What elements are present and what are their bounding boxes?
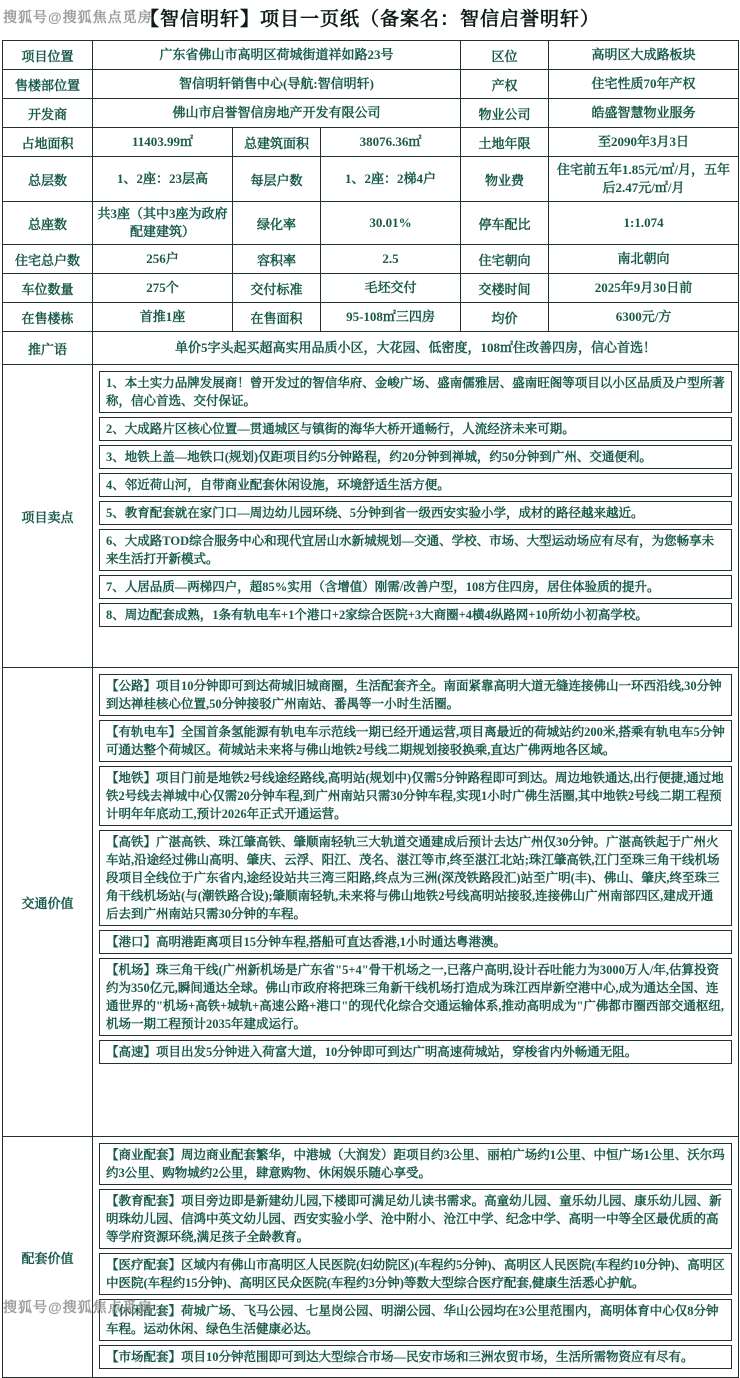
amenities-content bbox=[93, 1137, 739, 1378]
value-on-sale-building: 首推1座 bbox=[93, 303, 233, 332]
value-plot-ratio: 2.5 bbox=[321, 245, 461, 274]
selling-point-item: 3、地铁上盖—地铁口(规划)仅距项目约5分钟路程，约20分钟到禅城，约50分钟到广州、交通便利。 bbox=[99, 445, 732, 469]
value-delivery-standard: 毛坯交付 bbox=[321, 274, 461, 303]
transport-item-metro: 【地铁】项目门前是地铁2号线途经路线,高明站(规划中)仅需5分钟路程即可到达。周边地铁通达,出行便捷,通过地铁2号线去禅城中心仅需20分钟车程,到广州南站只需30分钟车程,实现1小时广佛生活圈,其中地铁2号线二期工程预计明年年底动工,预计2026年正式开通运营。 bbox=[99, 766, 732, 826]
label-greening-rate: 绿化率 bbox=[233, 202, 321, 245]
row-project-location bbox=[3, 41, 739, 70]
selling-point-item: 8、周边配套成熟，1条有轨电车+1个港口+2家综合医院+3大商圈+4横4纵路网+10所幼小初高学校。 bbox=[99, 603, 732, 627]
value-gfa: 38076.36㎡ bbox=[321, 128, 461, 157]
page-title: 【智信明轩】项目一页纸（备案名：智信启誉明轩） bbox=[139, 9, 600, 30]
label-units-per-floor: 每层户数 bbox=[233, 157, 321, 202]
row-sales-office bbox=[3, 70, 739, 99]
label-parking-ratio: 停车配比 bbox=[461, 202, 549, 245]
label-parking-count: 车位数量 bbox=[3, 274, 93, 303]
label-sales-office: 售楼部位置 bbox=[3, 70, 93, 99]
selling-point-item: 2、大成路片区核心位置—贯通城区与镇街的海华大桥开通畅行，人流经济未来可期。 bbox=[99, 417, 732, 441]
transport-item-highspeed-rail: 【高铁】广湛高铁、珠江肇高铁、肇顺南轻轨三大轨道交通建成后预计去达广州仅30分钟。广湛高铁起于广州火车站,沿途经过佛山高明、肇庆、云浮、阳江、茂名、湛江等市,终至湛江北站;珠江肇高铁,江门至珠三角干线机场段项目全线位于广东省内,途经设站共三湾三阳路,终点为三洲(深茂铁路段汇)站至广明(丰)、佛山、肇庆,终至珠三角干线机场站(与(潮铁路合设);肇顺南轻轨,未来将与佛山地铁2号线高明站接驳,连接佛山广州南部四区,建成开通后去到广州南站只需30分钟的车程。 bbox=[99, 830, 732, 926]
label-property-right: 产权 bbox=[461, 70, 549, 99]
section-label-selling-points: 项目卖点 bbox=[3, 365, 93, 668]
row-total-households bbox=[3, 245, 739, 274]
value-property-fee: 住宅前五年1.85元/㎡/月，五年后2.47元/㎡/月 bbox=[549, 157, 739, 202]
selling-point-item: 4、邻近荷山河，自带商业配套休闲设施，环境舒适生活方便。 bbox=[99, 473, 732, 497]
label-total-blocks: 总座数 bbox=[3, 202, 93, 245]
label-project-location: 项目位置 bbox=[3, 41, 93, 70]
value-total-floors: 1、2座：23层高 bbox=[93, 157, 233, 202]
transport-item-highway: 【公路】项目10分钟即可到达荷城旧城商圈，生活配套齐全。南面紧靠高明大道无缝连接佛山一环西沿线,30分钟到达禅桂核心位置,50分钟接驳广州南站、番禺等一小时生活圈。 bbox=[99, 674, 732, 716]
selling-point-item: 5、教育配套就在家门口—周边幼儿园环绕、5分钟到省一级西安实验小学，成材的路径越来越近。 bbox=[99, 501, 732, 525]
transport-item-tram: 【有轨电车】全国首条氢能源有轨电车示范线一期已经开通运营,项目离最近的荷城站约200米,搭乘有轨电车5分钟可通达整个荷城区。荷城站未来将与佛山地铁2号线二期规划接驳换乘,直达广佛两地各区域。 bbox=[99, 720, 732, 762]
watermark-bottom: 搜狐号@搜狐焦点觅房 bbox=[3, 1299, 153, 1315]
row-total-blocks bbox=[3, 202, 739, 245]
value-land-tenure: 至2090年3月3日 bbox=[549, 128, 739, 157]
value-on-sale-area: 95-108㎡三四房 bbox=[321, 303, 461, 332]
selling-points-content bbox=[93, 365, 739, 668]
row-total-floors bbox=[3, 157, 739, 202]
row-amenity-value bbox=[3, 1137, 739, 1378]
label-gfa: 总建筑面积 bbox=[233, 128, 321, 157]
label-avg-price: 均价 bbox=[461, 303, 549, 332]
selling-point-item: 7、人居品质—两梯四户，超85%实用（含增值）刚需/改善户型，108方住四房，居住体验质的提升。 bbox=[99, 575, 732, 599]
value-total-households: 256户 bbox=[93, 245, 233, 274]
amenity-item-leisure: 【休闲配套】荷城广场、飞马公园、七星岗公园、明湖公园、华山公园均在3公里范围内，高明体育中心仅8分钟车程。运动休闲、绿色生活健康必达。 bbox=[99, 1299, 732, 1341]
label-on-sale-building: 在售楼栋 bbox=[3, 303, 93, 332]
value-total-blocks: 共3座（其中3座为政府配建建筑） bbox=[93, 202, 233, 245]
label-total-floors: 总层数 bbox=[3, 157, 93, 202]
amenity-item-market: 【市场配套】项目10分钟范围即可到达大型综合市场—民安市场和三洲农贸市场，生活所需物资应有尽有。 bbox=[99, 1345, 732, 1369]
amenity-item-education: 【教育配套】项目旁边即是新建幼儿园,下楼即可满足幼儿读书需求。高童幼儿园、童乐幼儿园、康乐幼儿园、新明珠幼儿园、信鸿中英文幼儿园、西安实验小学、沧中附小、沧江中学、纪念中学、高明一中等全区最优质的高等学府资源环绕,满足孩子全龄教育。 bbox=[99, 1189, 732, 1249]
selling-point-item: 1、本土实力品牌发展商！曾开发过的智信华府、金峻广场、盛南儒雅居、盛南旺阁等项目以小区品质及户型所著称，信心首选、交付保证。 bbox=[99, 371, 732, 413]
label-plot-ratio: 容积率 bbox=[233, 245, 321, 274]
value-parking-ratio: 1:1.074 bbox=[549, 202, 739, 245]
value-sales-office: 智信明轩销售中心(导航:智信明轩) bbox=[93, 70, 461, 99]
amenity-item-medical: 【医疗配套】区域内有佛山市高明区人民医院(妇幼院区)(车程约5分钟)、高明区人民医院(车程约10分钟)、高明区中医院(车程约15分钟)、高明区民众医院(车程约3分钟)等数大型综合医疗配套,健康生活悉心护航。 bbox=[99, 1253, 732, 1295]
label-property-company: 物业公司 bbox=[461, 99, 549, 128]
value-developer: 佛山市启誉智信房地产开发有限公司 bbox=[93, 99, 461, 128]
section-label-amenities: 配套价值 bbox=[3, 1137, 93, 1378]
value-project-location: 广东省佛山市高明区荷城街道祥如路23号 bbox=[93, 41, 461, 70]
project-info-table bbox=[2, 40, 739, 1378]
value-parking-count: 275个 bbox=[93, 274, 233, 303]
label-total-households: 住宅总户数 bbox=[3, 245, 93, 274]
label-orientation: 住宅朝向 bbox=[461, 245, 549, 274]
row-slogan bbox=[3, 332, 739, 365]
row-developer bbox=[3, 99, 739, 128]
label-developer: 开发商 bbox=[3, 99, 93, 128]
row-on-sale bbox=[3, 303, 739, 332]
value-greening-rate: 30.01% bbox=[321, 202, 461, 245]
value-district: 高明区大成路板块 bbox=[549, 41, 739, 70]
label-property-fee: 物业费 bbox=[461, 157, 549, 202]
value-property-company: 皓盛智慧物业服务 bbox=[549, 99, 739, 128]
value-property-right: 住宅性质70年产权 bbox=[549, 70, 739, 99]
label-on-sale-area: 在售面积 bbox=[233, 303, 321, 332]
row-parking-count bbox=[3, 274, 739, 303]
label-delivery-date: 交楼时间 bbox=[461, 274, 549, 303]
row-transport-value bbox=[3, 668, 739, 1137]
label-land-tenure: 土地年限 bbox=[461, 128, 549, 157]
watermark-top: 搜狐号@搜狐焦点觅房 bbox=[3, 9, 153, 25]
transport-item-expressway: 【高速】项目出发5分钟进入荷富大道，10分钟即可到达广明高速荷城站，穿梭省内外畅通无阻。 bbox=[99, 1040, 732, 1064]
label-district: 区位 bbox=[461, 41, 549, 70]
row-selling-points bbox=[3, 365, 739, 668]
section-label-transport: 交通价值 bbox=[3, 668, 93, 1137]
transport-content bbox=[93, 668, 739, 1137]
value-delivery-date: 2025年9月30日前 bbox=[549, 274, 739, 303]
transport-item-airport: 【机场】珠三角干线(广州新机场是广东省"5+4"骨干机场之一,已落户高明,设计吞吐能力为3000万人/年,估算投资约为350亿元,瞬间通达全球。佛山市政府将把珠三角新干线机场打造成为珠江西岸新空港中心,成为通达全国、连通世界的"机场+高铁+城轨+高速公路+港口"的现代化综合交通运输体系,推动高明成为"广佛都市圈西部交通枢纽,机场一期工程预计2035年建成运行。 bbox=[99, 958, 732, 1036]
label-slogan: 推广语 bbox=[3, 332, 93, 365]
row-land-area bbox=[3, 128, 739, 157]
value-units-per-floor: 1、2座：2梯4户 bbox=[321, 157, 461, 202]
value-slogan: 单价5字头起买超高实用品质小区，大花园、低密度，108㎡住改善四房，信心首选！ bbox=[93, 332, 739, 365]
label-delivery-standard: 交付标准 bbox=[233, 274, 321, 303]
label-land-area: 占地面积 bbox=[3, 128, 93, 157]
value-land-area: 11403.99㎡ bbox=[93, 128, 233, 157]
value-avg-price: 6300元/方 bbox=[549, 303, 739, 332]
value-orientation: 南北朝向 bbox=[549, 245, 739, 274]
amenity-item-commercial: 【商业配套】周边商业配套繁华，中港城（大润发）距项目约3公里、丽柏广场约1公里、中恒广场1公里、沃尔玛约3公里、购物城约2公里，肆意购物、休闲娱乐随心享受。 bbox=[99, 1143, 732, 1185]
transport-item-port: 【港口】高明港距离项目15分钟车程,搭船可直达香港,1小时通达粤港澳。 bbox=[99, 930, 732, 954]
selling-point-item: 6、大成路TOD综合服务中心和现代宜居山水新城规划—交通、学校、市场、大型运动场应有尽有，为您畅享未来生活打开新模式。 bbox=[99, 529, 732, 571]
